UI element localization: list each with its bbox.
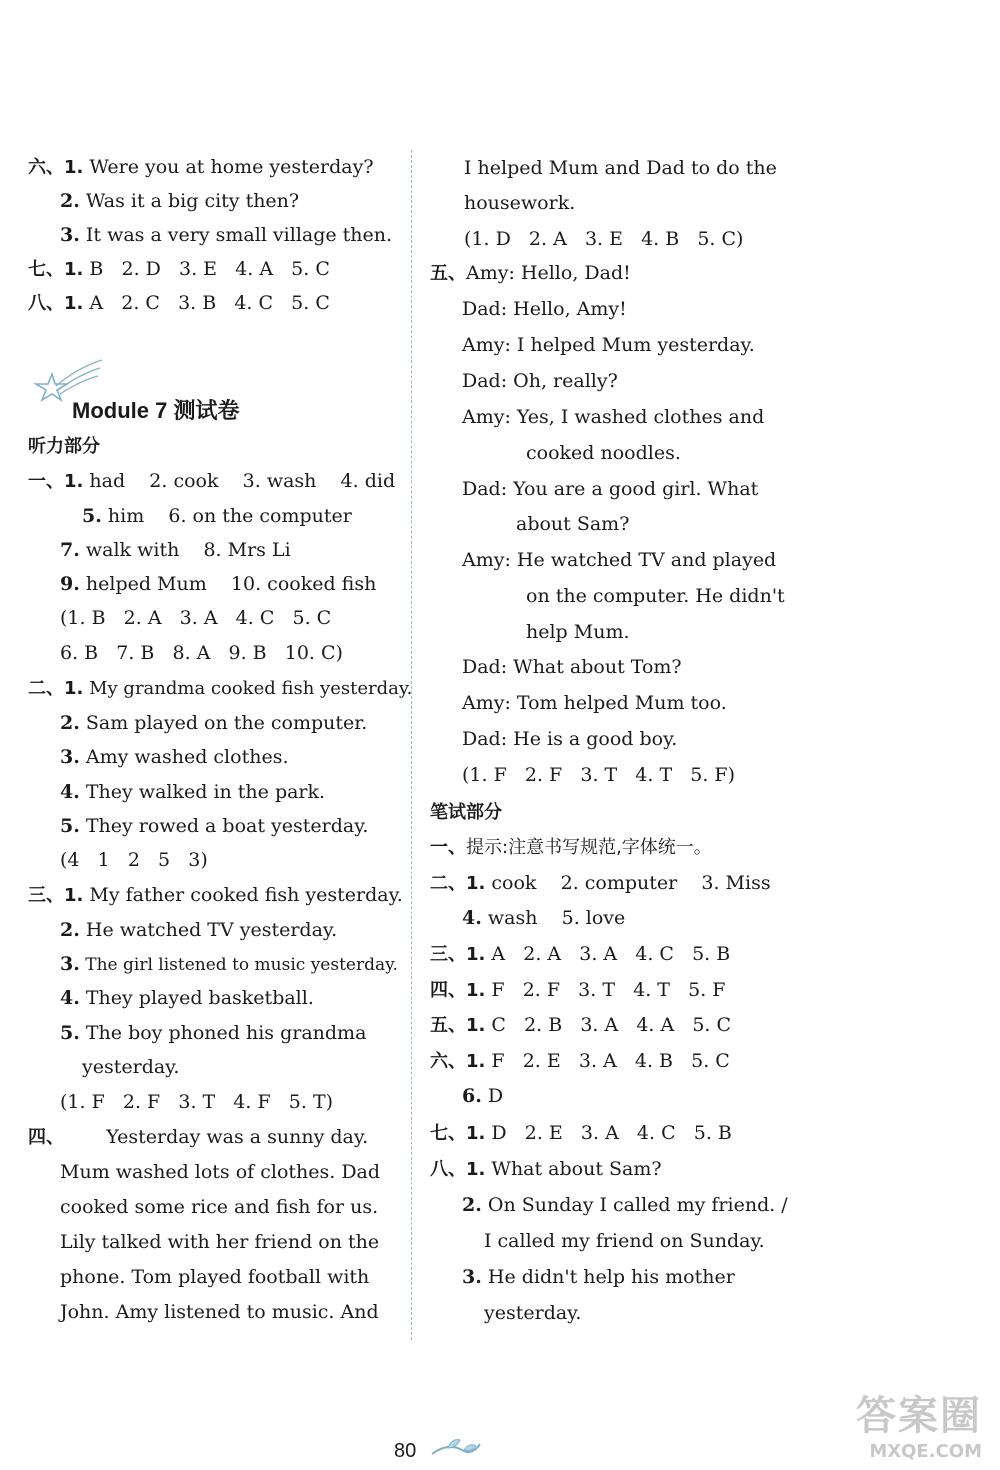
answer-line: 6. D: [462, 1085, 504, 1107]
leaf-ornament-icon: [428, 1434, 484, 1462]
answer-line: Amy: I helped Mum yesterday.: [462, 334, 755, 356]
section-label-listening: 听力部分: [28, 436, 100, 457]
answer-line: Dad: He is a good boy.: [462, 728, 678, 750]
answer-line: cooked some rice and fish for us.: [60, 1196, 379, 1218]
answer-line: (1. F 2. F 3. T 4. T 5. F): [462, 764, 736, 786]
page-number: 80: [394, 1440, 417, 1462]
answer-line: 3. Amy washed clothes.: [60, 746, 289, 768]
answer-line: John. Amy listened to music. And: [60, 1301, 379, 1323]
answer-line: I helped Mum and Dad to do the: [464, 157, 777, 179]
answer-line: help Mum.: [526, 621, 630, 643]
watermark: 答案圈 MXQE.COM: [856, 1393, 982, 1462]
answer-line: on the computer. He didn't: [526, 585, 785, 607]
answer-line: about Sam?: [516, 513, 630, 535]
answer-line: Mum washed lots of clothes. Dad: [60, 1161, 381, 1183]
answer-line: 四、 Yesterday was a sunny day.: [28, 1126, 369, 1148]
answer-line: 一、1. had 2. cook 3. wash 4. did: [28, 470, 396, 492]
answer-line: yesterday.: [82, 1056, 180, 1078]
answer-line: 二、1. cook 2. computer 3. Miss: [430, 872, 771, 894]
answer-line: (1. D 2. A 3. E 4. B 5. C): [464, 228, 744, 250]
answer-line: 5. The boy phoned his grandma: [60, 1022, 367, 1044]
answer-line: 2. On Sunday I called my friend. /: [462, 1194, 788, 1216]
answer-line: Amy: Yes, I washed clothes and: [462, 406, 765, 428]
answer-line: 八、1. What about Sam?: [430, 1158, 662, 1180]
answer-line: I called my friend on Sunday.: [484, 1230, 765, 1252]
answer-line: Dad: You are a good girl. What: [462, 478, 759, 500]
module-heading: Module 7 测试卷: [72, 398, 240, 423]
answer-line: phone. Tom played football with: [60, 1266, 370, 1288]
answer-line: 八、1. A 2. C 3. B 4. C 5. C: [28, 292, 330, 314]
answer-line: 五、1. C 2. B 3. A 4. A 5. C: [430, 1014, 732, 1036]
answer-line: Dad: What about Tom?: [462, 656, 682, 678]
answer-line: cooked noodles.: [526, 442, 681, 464]
answer-line: Dad: Hello, Amy!: [462, 298, 627, 320]
answer-line: 9. helped Mum 10. cooked fish: [60, 573, 377, 595]
answer-line: 5. They rowed a boat yesterday.: [60, 815, 369, 837]
answer-line: 三、1. A 2. A 3. A 4. C 5. B: [430, 943, 731, 965]
answer-line: 3. He didn't help his mother: [462, 1266, 735, 1288]
column-divider: [411, 150, 412, 1340]
answer-line: (1. B 2. A 3. A 4. C 5. C: [60, 607, 332, 629]
answer-line: 六、1. Were you at home yesterday?: [28, 156, 374, 178]
section-label-writing: 笔试部分: [430, 802, 502, 823]
answer-line: 2. Was it a big city then?: [60, 190, 300, 212]
answer-line: 4. wash 5. love: [462, 907, 626, 929]
answer-line: 6. B 7. B 8. A 9. B 10. C): [60, 642, 343, 664]
answer-line: Dad: Oh, really?: [462, 370, 618, 392]
answer-line: 四、1. F 2. F 3. T 4. T 5. F: [430, 979, 726, 1001]
answer-line: 4. They walked in the park.: [60, 781, 326, 803]
answer-line: (4 1 2 5 3): [60, 849, 208, 871]
answer-line: 三、1. My father cooked fish yesterday.: [28, 884, 403, 906]
answer-line: 5. him 6. on the computer: [82, 505, 352, 527]
answer-line: 七、1. D 2. E 3. A 4. C 5. B: [430, 1122, 732, 1144]
answer-line: housework.: [464, 192, 576, 214]
answer-line: 五、Amy: Hello, Dad!: [430, 262, 631, 284]
answer-line: 3. It was a very small village then.: [60, 224, 393, 246]
answer-line: (1. F 2. F 3. T 4. F 5. T): [60, 1091, 334, 1113]
answer-line: 2. Sam played on the computer.: [60, 712, 368, 734]
answer-line: Amy: Tom helped Mum too.: [462, 692, 727, 714]
answer-line: 七、1. B 2. D 3. E 4. A 5. C: [28, 258, 330, 280]
answer-line: 六、1. F 2. E 3. A 4. B 5. C: [430, 1050, 730, 1072]
answer-line: 3. The girl listened to music yesterday.: [60, 953, 398, 975]
answer-line: yesterday.: [484, 1302, 582, 1324]
answer-line: Amy: He watched TV and played: [462, 549, 777, 571]
answer-line: Lily talked with her friend on the: [60, 1231, 380, 1253]
answer-line: 2. He watched TV yesterday.: [60, 919, 338, 941]
answer-line: 二、1. My grandma cooked fish yesterday.: [28, 678, 413, 699]
answer-line: 7. walk with 8. Mrs Li: [60, 539, 291, 561]
answer-line: 4. They played basketball.: [60, 987, 314, 1009]
answer-line: 一、提示:注意书写规范,字体统一。: [430, 837, 712, 858]
